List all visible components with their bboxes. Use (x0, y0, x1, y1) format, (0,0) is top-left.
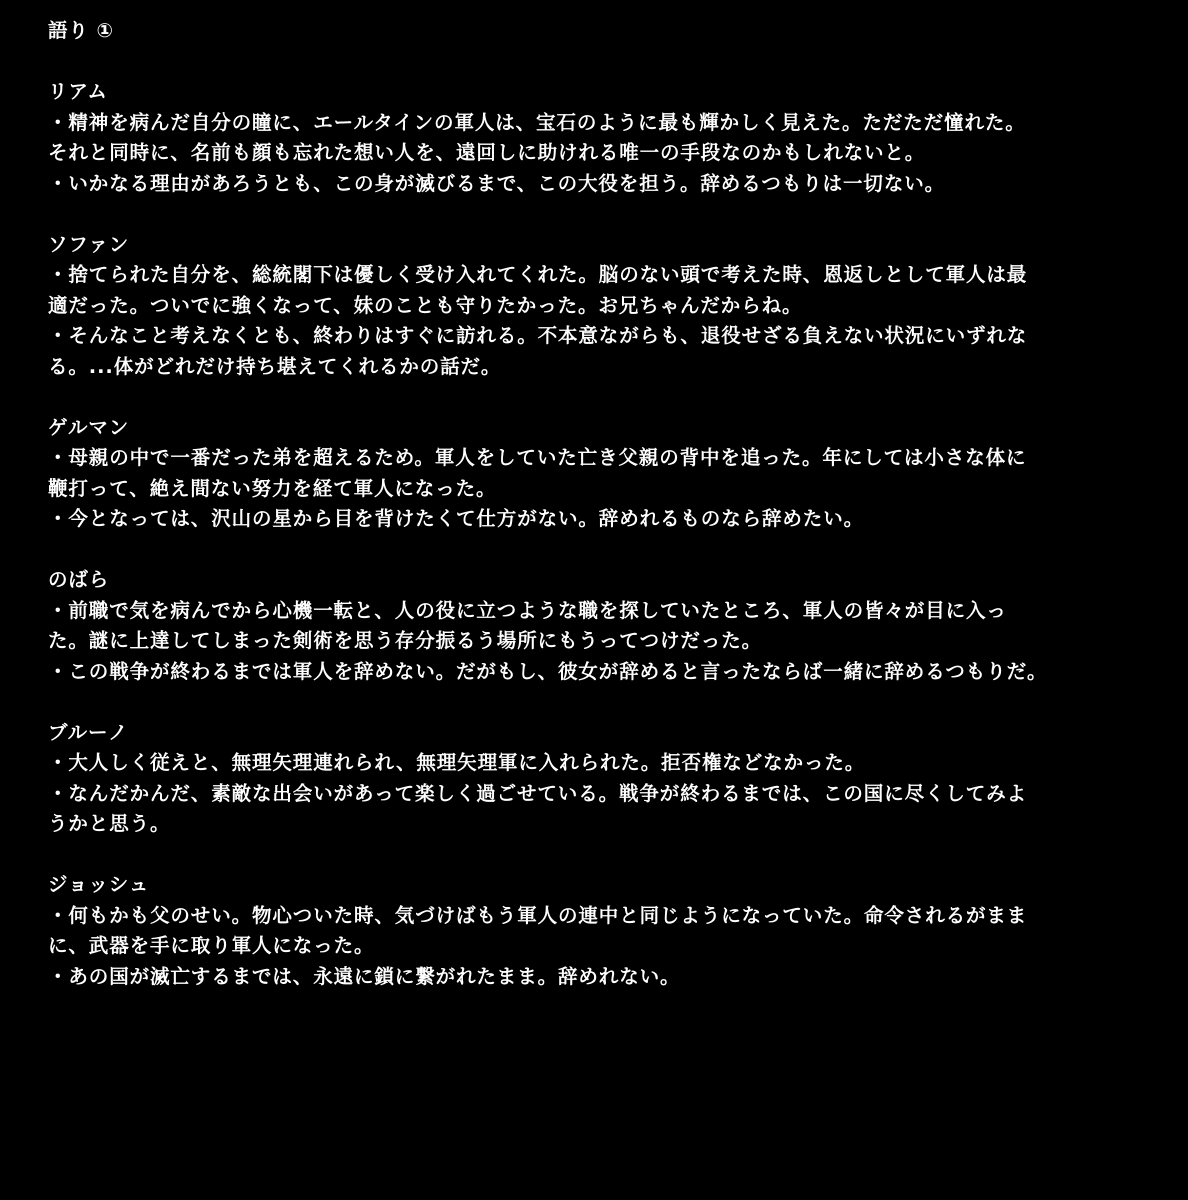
character-name: ソファン (48, 232, 130, 256)
character-name: のばら (48, 568, 110, 591)
narration-line: ・大人しく従えと、無理矢理連れられ、無理矢理軍に入れられた。拒否権などなかった。 (48, 751, 866, 774)
narration-line: うかと思う。 (48, 812, 171, 835)
narration-line: た。謎に上達してしまった剣術を思う存分振るう場所にもうってつけだった。 (48, 629, 763, 652)
narration-line: ・精神を病んだ自分の瞳に、エールタインの軍人は、宝石のように最も輝かしく見えた。ただただ憧れた。 (48, 110, 1026, 134)
narration-line: それと同時に、名前も顔も忘れた想い人を、遠回しに助けれる唯一の手段なのかもしれないと。 (48, 141, 926, 164)
narration-line: る。...体がどれだけ持ち堪えてくれるかの話だ。 (48, 354, 502, 378)
document-title: 語り ① (48, 19, 114, 42)
character-name: ジョッシュ (48, 873, 150, 896)
narration-line: ・あの国が滅亡するまでは、永遠に鎖に繋がれたまま。辞めれない。 (48, 964, 681, 988)
character-name: ブルーノ (48, 720, 129, 744)
narration-line: ・いかなる理由があろうとも、この身が滅びるまで、この大役を担う。辞めるつもりは一切ない。 (48, 171, 946, 195)
character-sections (48, 77, 1176, 992)
character-section (48, 565, 1176, 687)
narration-line: ・前職で気を病んでから心機一転と、人の役に立つような職を探していたところ、軍人の皆々が目に入っ (48, 598, 1007, 622)
character-section (48, 870, 1176, 992)
narration-line: 適だった。ついでに強くなって、妹のことも守りたかった。お兄ちゃんだからね。 (48, 293, 803, 317)
narration-line: ・何もかも父のせい。物心ついた時、気づけばもう軍人の連中と同じようになっていた。命令されるがまま (48, 903, 1028, 927)
title-spacer (48, 47, 1176, 78)
narration-line: ・そんなこと考えなくとも、終わりはすぐに訪れる。不本意ながらも、退役せざる負えない状況にいずれな (48, 324, 1028, 347)
character-name: リアム (48, 80, 108, 103)
narration-line: ・この戦争が終わるまでは軍人を辞めない。だがもし、彼女が辞めると言ったならば一緒に辞めるつもりだ。 (48, 659, 1048, 683)
character-name: ゲルマン (48, 415, 130, 439)
narration-line: 鞭打って、絶え間ない努力を経て軍人になった。 (48, 476, 497, 500)
narration-line: ・今となっては、沢山の星から目を背けたくて仕方がない。辞めれるものなら辞めたい。 (48, 507, 865, 530)
character-section (48, 77, 1176, 199)
character-section (48, 718, 1176, 840)
narration-line: ・母親の中で一番だった弟を超えるため。軍人をしていた亡き父親の背中を追った。年にしては小さな体に (48, 446, 1027, 469)
document-body (48, 16, 1176, 992)
character-section (48, 413, 1176, 535)
narration-line: ・なんだかんだ、素敵な出会いがあって楽しく過ごせている。戦争が終わるまでは、この国に尽くしてみよ (48, 781, 1028, 805)
character-section (48, 230, 1176, 383)
narration-line: ・捨てられた自分を、総統閣下は優しく受け入れてくれた。脳のない頭で考えた時、恩返しとして軍人は最 (48, 263, 1028, 286)
narration-line: に、武器を手に取り軍人になった。 (48, 934, 375, 957)
